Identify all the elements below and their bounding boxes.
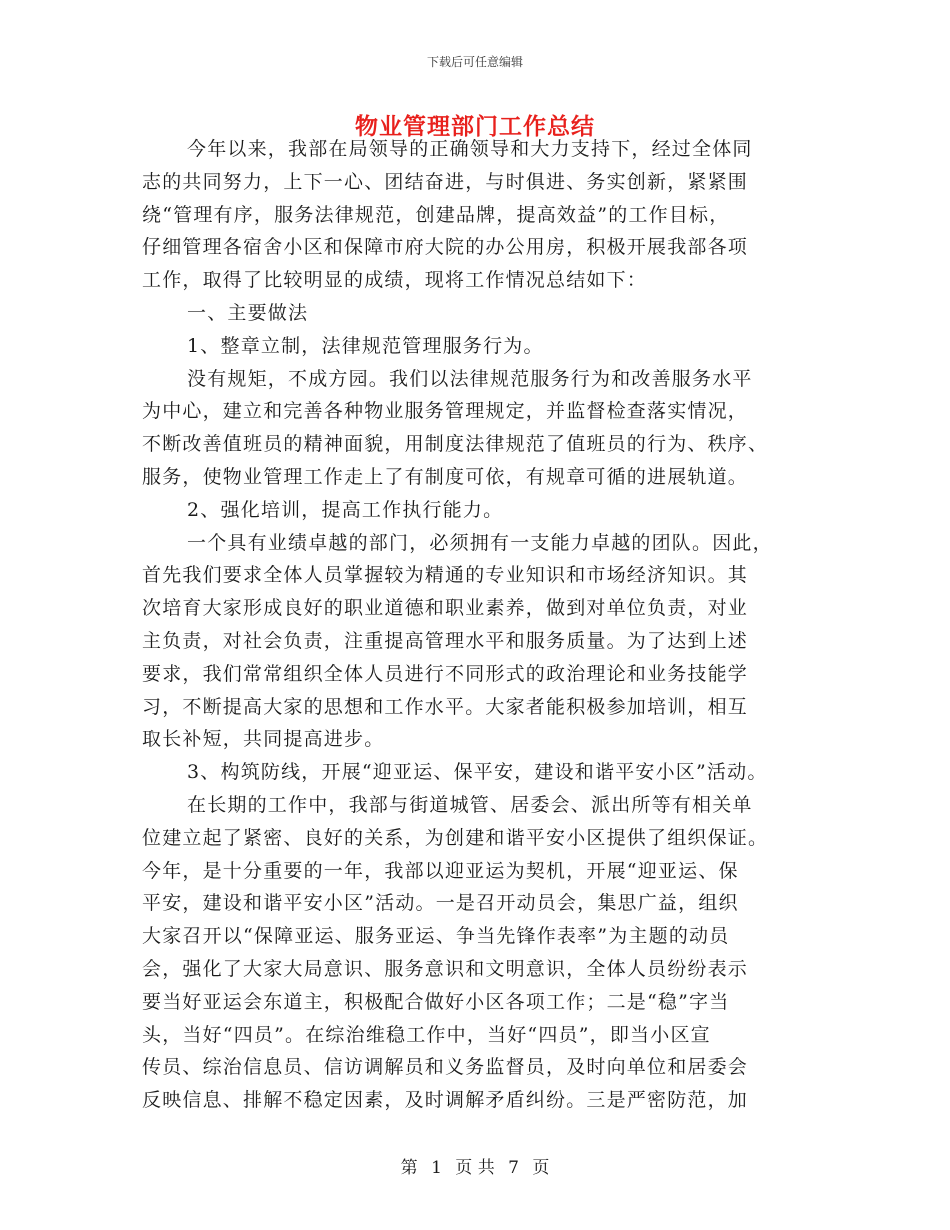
text-line: 一、主要做法 bbox=[187, 301, 309, 324]
text-line: 取长补短，共同提高进步。 bbox=[142, 728, 385, 751]
text-line: 绕“管理有序，服务法律规范，创建品牌，提高效益”的工作目标， bbox=[142, 203, 730, 226]
text-line: 一个具有业绩卓越的部门，必须拥有一支能力卓越的团队。因此， bbox=[187, 531, 773, 554]
footer-current-page: 1 bbox=[431, 1158, 442, 1178]
text-line: 传员、综治信息员、信访调解员和义务监督员，及时向单位和居委会 bbox=[142, 1056, 749, 1079]
text-line: 大家召开以“保障亚运、服务亚运、争当先锋作表率”为主题的动员 bbox=[142, 925, 730, 948]
text-line: 没有规矩，不成方园。我们以法律规范服务行为和改善服务水平 bbox=[187, 367, 753, 390]
text-line: 为中心，建立和完善各种物业服务管理规定，并监督检查落实情况， bbox=[142, 400, 749, 423]
footer-prefix: 第 bbox=[400, 1158, 418, 1178]
text-line: 习，不断提高大家的思想和工作水平。大家者能积极参加培训，相互 bbox=[142, 695, 749, 718]
text-line: 头，当好“四员”。在综治维稳工作中，当好“四员”，即当小区宣 bbox=[142, 1023, 711, 1046]
text-line: 在长期的工作中，我部与街道城管、居委会、派出所等有相关单 bbox=[187, 793, 753, 816]
header-note: 下载后可任意编辑 bbox=[426, 55, 523, 69]
document-title: 物业管理部门工作总结 bbox=[355, 113, 595, 140]
text-line: 2、强化培训，提高工作执行能力。 bbox=[187, 498, 504, 521]
text-line: 服务，使物业管理工作走上了有制度可依，有规章可循的进展轨道。 bbox=[142, 465, 749, 488]
text-line: 工作，取得了比较明显的成绩，现将工作情况总结如下： bbox=[142, 269, 648, 292]
text-line: 仔细管理各宿舍小区和保障市府大院的办公用房，积极开展我部各项 bbox=[142, 236, 749, 259]
text-line: 要当好亚运会东道主，积极配合做好小区各项工作；二是“稳”字当 bbox=[142, 990, 730, 1013]
text-line: 首先我们要求全体人员掌握较为精通的专业知识和市场经济知识。其 bbox=[142, 564, 749, 587]
text-line: 不断改善值班员的精神面貌，用制度法律规范了值班员的行为、秩序、 bbox=[142, 433, 769, 456]
text-line: 今年，是十分重要的一年，我部以迎亚运为契机，开展“迎亚运、保 bbox=[142, 859, 739, 882]
text-line: 主负责，对社会负责，注重提高管理水平和服务质量。为了达到上述 bbox=[142, 629, 749, 652]
text-line: 平安，建设和谐平安小区”活动。一是召开动员会，集思广益，组织 bbox=[142, 892, 739, 915]
text-line: 会，强化了大家大局意识、服务意识和文明意识，全体人员纷纷表示 bbox=[142, 957, 749, 980]
text-line: 次培育大家形成良好的职业道德和职业素养，做到对单位负责，对业 bbox=[142, 597, 749, 620]
document-body bbox=[142, 133, 822, 1117]
text-line: 今年以来，我部在局领导的正确领导和大力支持下，经过全体同 bbox=[187, 138, 753, 160]
text-line: 1、整章立制，法律规范管理服务行为。 bbox=[187, 334, 544, 357]
text-line: 3、构筑防线，开展“迎亚运、保平安，建设和谐平安小区”活动。 bbox=[187, 761, 768, 784]
footer-middle: 页 共 bbox=[455, 1158, 495, 1178]
page-footer bbox=[0, 1153, 950, 1178]
text-line: 要求，我们常常组织全体人员进行不同形式的政治理论和业务技能学 bbox=[142, 662, 749, 685]
footer-suffix: 页 bbox=[532, 1158, 550, 1178]
text-line: 志的共同努力，上下一心、团结奋进，与时俱进、务实创新，紧紧围 bbox=[142, 170, 749, 193]
text-line: 反映信息、排解不稳定因素，及时调解矛盾纠纷。三是严密防范，加 bbox=[142, 1089, 749, 1112]
text-line: 位建立起了紧密、良好的关系，为创建和谐平安小区提供了组织保证。 bbox=[142, 826, 769, 849]
footer-total-pages: 7 bbox=[508, 1158, 519, 1178]
